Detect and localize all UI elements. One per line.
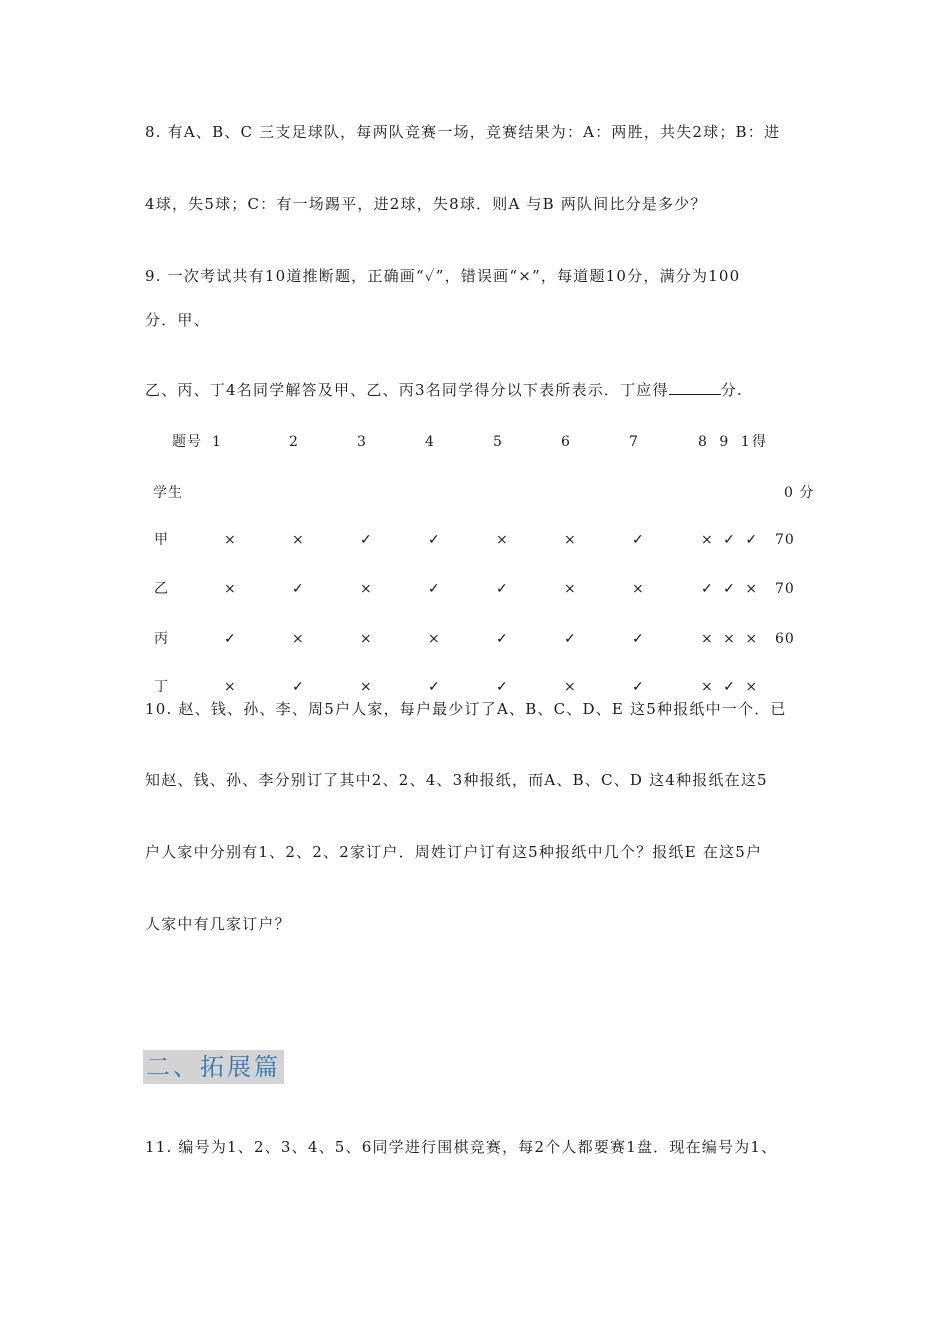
answer-mark: × <box>224 532 237 548</box>
answer-mark: × <box>360 679 373 695</box>
q8-line-2: 4球，失5球；C：有一场踢平，进2球，失8球．则A 与B 两队间比分是多少？ <box>145 195 707 213</box>
answer-mark: × <box>224 581 237 597</box>
table-header-score: 得 <box>752 434 767 450</box>
table-header-col: 2 <box>289 434 299 450</box>
answer-mark-group: ✓ ✓ × <box>701 581 759 597</box>
answer-mark: ✓ <box>496 581 509 597</box>
answer-mark: ✓ <box>224 631 237 647</box>
answer-mark: × <box>564 581 577 597</box>
table-header-row2-label: 学生 <box>153 485 183 501</box>
q9-line-3 <box>145 380 743 400</box>
section-heading: 二、拓展篇 <box>143 1050 284 1084</box>
q9-line-1: 9. 一次考试共有10道推断题，正确画“✓”，错误画“×”，每道题10分，满分为100 <box>145 267 741 285</box>
table-header-score-2: 0 分 <box>784 485 815 501</box>
answer-mark: ✓ <box>292 679 305 695</box>
table-header-col: 3 <box>357 434 367 450</box>
q10-line-3: 户人家中分别有1、2、2、2家订户．周姓订户订有这5种报纸中几个？报纸E 在这5户 <box>145 843 763 861</box>
q10-line-2: 知赵、钱、孙、李分别订了其中2、2、4、3种报纸，而A、B、C、D 这4种报纸在这5 <box>145 771 768 789</box>
answer-mark: ✓ <box>428 581 441 597</box>
answer-mark: ✓ <box>564 631 577 647</box>
q10-line-4: 人家中有几家订户？ <box>145 915 291 933</box>
student-score: 70 <box>775 581 795 597</box>
answer-mark: ✓ <box>496 631 509 647</box>
answer-mark: × <box>496 532 509 548</box>
answer-mark: ✓ <box>496 679 509 695</box>
answer-mark-group: × × × <box>701 631 759 647</box>
answer-mark: ✓ <box>428 532 441 548</box>
answer-mark-group: × ✓ ✓ <box>701 532 759 548</box>
answer-mark: × <box>292 532 305 548</box>
answer-mark: × <box>360 631 373 647</box>
answer-mark: × <box>632 581 645 597</box>
q8-line-1: 8. 有A、B、C 三支足球队，每两队竞赛一场，竞赛结果为：A：两胜，共失2球；B：进 <box>145 123 781 141</box>
q9-line-2: 分．甲、 <box>145 311 210 329</box>
q11-line-1: 11. 编号为1、2、3、4、5、6同学进行围棋竞赛，每2个人都要赛1盘．现在编号为1、 <box>145 1138 778 1156</box>
q10-line-1: 10. 赵、钱、孙、李、周5户人家，每户最少订了A、B、C、D、E 这5种报纸中一个．已 <box>145 700 787 718</box>
answer-mark: × <box>564 532 577 548</box>
q9-line-3-text: 乙、丙、丁4名同学解答及甲、乙、丙3名同学得分以下表所表示．丁应得 <box>145 381 669 399</box>
table-header-col: 4 <box>425 434 435 450</box>
answer-mark: × <box>224 679 237 695</box>
student-name: 丙 <box>154 631 169 647</box>
answer-mark: × <box>428 631 441 647</box>
answer-mark: × <box>564 679 577 695</box>
table-header-col: 6 <box>561 434 571 450</box>
student-score: 60 <box>775 631 795 647</box>
answer-mark: ✓ <box>292 581 305 597</box>
answer-mark: ✓ <box>632 679 645 695</box>
table-header-col: 5 <box>493 434 503 450</box>
answer-mark-group: × ✓ × <box>701 679 759 695</box>
answer-blank <box>669 380 721 395</box>
student-name: 丁 <box>154 679 169 695</box>
answer-mark: × <box>292 631 305 647</box>
table-header-col: 1 <box>212 434 222 450</box>
answer-mark: ✓ <box>428 679 441 695</box>
answer-mark: ✓ <box>632 532 645 548</box>
student-name: 乙 <box>154 581 169 597</box>
table-header-col: 7 <box>629 434 639 450</box>
answer-mark: × <box>360 581 373 597</box>
table-header-label: 题号 <box>172 434 202 450</box>
table-header-col: 8 9 1 <box>698 434 751 450</box>
answer-mark: ✓ <box>360 532 373 548</box>
student-score: 70 <box>775 532 795 548</box>
answer-mark: ✓ <box>632 631 645 647</box>
student-name: 甲 <box>154 532 169 548</box>
q9-line-3-end: 分. <box>720 381 743 399</box>
